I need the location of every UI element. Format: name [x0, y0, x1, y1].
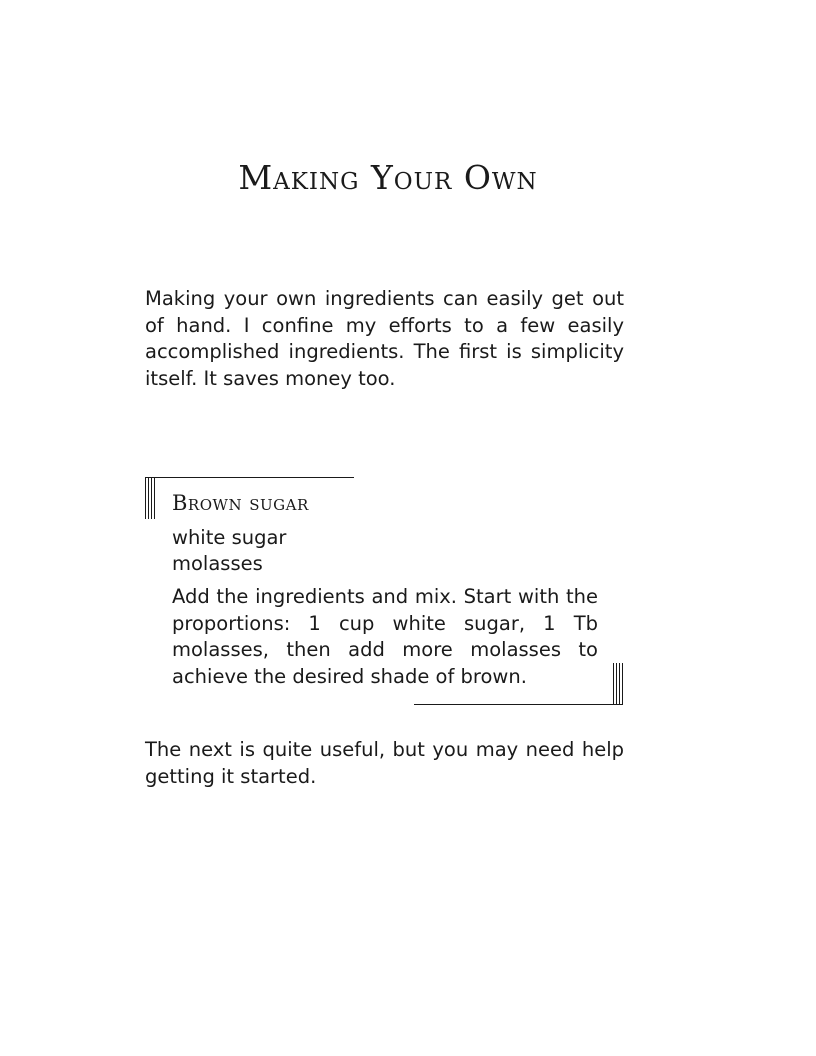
- intro-paragraph: Making your own ingredients can easily get out of hand. I confine my efforts to a few easily accomplished ingredients. The first is simplicity itself. It saves money too.: [145, 287, 624, 390]
- recipe-instructions: Add the ingredients and mix. Start with the proportions: 1 cup white sugar, 1 Tb molasses, then add more molasses to achieve the desired shade of brown.: [172, 585, 598, 688]
- ingredient-list: [172, 525, 286, 577]
- recipe-title: Brown sugar: [172, 491, 309, 515]
- recipe-box-bottom-right-ornament: [613, 663, 623, 705]
- recipe-box-top-rule: [145, 477, 354, 478]
- chapter-title: Making Your Own: [238, 158, 538, 197]
- ingredient-item: white sugar: [172, 526, 287, 549]
- recipe-box-bottom-rule: [414, 704, 623, 705]
- recipe-box-top-left-ornament: [145, 477, 155, 519]
- ingredient-item: molasses: [172, 552, 263, 575]
- outro-paragraph: The next is quite useful, but you may need help getting it started.: [145, 738, 624, 788]
- recipe-box: [145, 477, 623, 705]
